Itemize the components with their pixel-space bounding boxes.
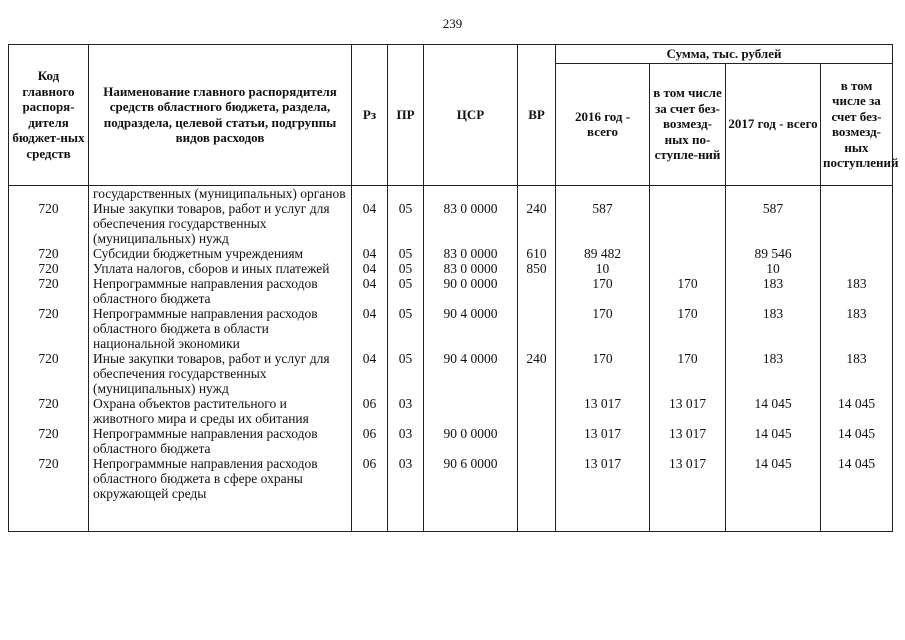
cell-rz: 04 xyxy=(352,246,388,261)
cell-code: 720 xyxy=(9,276,89,306)
table-row xyxy=(9,426,893,456)
spacer-cell xyxy=(518,501,556,532)
cell-2017-gratuitous: 183 xyxy=(821,276,893,306)
cell-2017-total: 183 xyxy=(726,276,821,306)
cell-2016-total: 89 482 xyxy=(556,246,650,261)
cell-2016-gratuitous xyxy=(650,246,726,261)
header-2016-gratuitous: в том числе за счет без-возмезд-ных по-ступле-ний xyxy=(650,63,726,185)
cell-2016-gratuitous: 170 xyxy=(650,306,726,351)
table-row xyxy=(9,246,893,261)
page-number: 239 xyxy=(442,16,463,31)
cell-2017-total: 587 xyxy=(726,201,821,246)
cell-2016-total: 13 017 xyxy=(556,396,650,426)
cell-rz xyxy=(352,185,388,201)
cell-rz: 06 xyxy=(352,456,388,501)
cell-csr xyxy=(424,396,518,426)
cell-pr: 05 xyxy=(388,246,424,261)
cell-vr xyxy=(518,426,556,456)
table-spacer-row xyxy=(9,501,893,532)
header-code: Код главного распоря-дителя бюджет-ных средств xyxy=(9,45,89,186)
cell-vr xyxy=(518,456,556,501)
cell-2016-gratuitous: 170 xyxy=(650,351,726,396)
table-row xyxy=(9,201,893,246)
cell-pr: 05 xyxy=(388,276,424,306)
cell-csr: 90 6 0000 xyxy=(424,456,518,501)
cell-rz: 04 xyxy=(352,276,388,306)
cell-vr: 850 xyxy=(518,261,556,276)
table-row xyxy=(9,261,893,276)
header-2017-total: 2017 год - всего xyxy=(726,63,821,185)
cell-code: 720 xyxy=(9,246,89,261)
cell-2016-gratuitous: 13 017 xyxy=(650,426,726,456)
cell-2017-total xyxy=(726,185,821,201)
cell-2016-total: 170 xyxy=(556,306,650,351)
cell-csr: 90 4 0000 xyxy=(424,351,518,396)
cell-2017-gratuitous: 183 xyxy=(821,306,893,351)
cell-name: Непрограммные направления расходов областного бюджета xyxy=(89,276,352,306)
cell-pr xyxy=(388,185,424,201)
cell-2017-gratuitous: 14 045 xyxy=(821,426,893,456)
cell-2017-total: 183 xyxy=(726,351,821,396)
cell-pr: 05 xyxy=(388,351,424,396)
cell-2017-total: 14 045 xyxy=(726,396,821,426)
cell-code xyxy=(9,185,89,201)
cell-csr: 83 0 0000 xyxy=(424,246,518,261)
table-row xyxy=(9,276,893,306)
cell-code: 720 xyxy=(9,201,89,246)
table-row xyxy=(9,396,893,426)
cell-rz: 04 xyxy=(352,261,388,276)
header-2017-gratuitous: в том числе за счет без-возмезд-ных поступлений xyxy=(821,63,893,185)
cell-vr: 240 xyxy=(518,351,556,396)
cell-rz: 04 xyxy=(352,306,388,351)
table-row xyxy=(9,351,893,396)
cell-vr xyxy=(518,396,556,426)
cell-2017-total: 10 xyxy=(726,261,821,276)
cell-csr: 83 0 0000 xyxy=(424,261,518,276)
cell-2016-gratuitous: 13 017 xyxy=(650,396,726,426)
cell-code: 720 xyxy=(9,396,89,426)
spacer-cell xyxy=(9,501,89,532)
spacer-cell xyxy=(352,501,388,532)
cell-name: Уплата налогов, сборов и иных платежей xyxy=(89,261,352,276)
cell-rz: 04 xyxy=(352,201,388,246)
table-body xyxy=(9,185,893,531)
budget-table xyxy=(8,44,899,532)
cell-vr xyxy=(518,276,556,306)
cell-csr: 83 0 0000 xyxy=(424,201,518,246)
cell-code: 720 xyxy=(9,351,89,396)
spacer-cell xyxy=(821,501,893,532)
header-pr: ПР xyxy=(388,45,424,186)
cell-csr xyxy=(424,185,518,201)
cell-2016-total: 170 xyxy=(556,276,650,306)
header-rz: Рз xyxy=(352,45,388,186)
cell-2017-gratuitous: 14 045 xyxy=(821,456,893,501)
cell-2017-gratuitous xyxy=(821,246,893,261)
cell-2017-total: 183 xyxy=(726,306,821,351)
table-row xyxy=(9,456,893,501)
cell-name: Субсидии бюджетным учреждениям xyxy=(89,246,352,261)
spacer-cell xyxy=(424,501,518,532)
cell-csr: 90 4 0000 xyxy=(424,306,518,351)
cell-2016-total: 13 017 xyxy=(556,456,650,501)
table-row xyxy=(9,306,893,351)
cell-2016-total: 13 017 xyxy=(556,426,650,456)
cell-name: Охрана объектов растительного и животного мира и среды их обитания xyxy=(89,396,352,426)
cell-name: государственных (муниципальных) органов xyxy=(89,185,352,201)
spacer-cell xyxy=(89,501,352,532)
cell-rz: 06 xyxy=(352,426,388,456)
cell-2016-total: 170 xyxy=(556,351,650,396)
cell-2016-gratuitous: 170 xyxy=(650,276,726,306)
cell-code: 720 xyxy=(9,456,89,501)
cell-vr xyxy=(518,306,556,351)
header-name: Наименование главного распорядителя средств областного бюджета, раздела, подраздела, целевой статьи, подгруппы видов расходов xyxy=(89,45,352,186)
cell-name: Непрограммные направления расходов областного бюджета в области национальной экономики xyxy=(89,306,352,351)
cell-2016-total xyxy=(556,185,650,201)
cell-2016-gratuitous xyxy=(650,201,726,246)
spacer-cell xyxy=(726,501,821,532)
cell-2017-total: 89 546 xyxy=(726,246,821,261)
cell-name: Непрограммные направления расходов областного бюджета в сфере охраны окружающей среды xyxy=(89,456,352,501)
cell-2017-gratuitous xyxy=(821,261,893,276)
cell-pr: 05 xyxy=(388,201,424,246)
cell-pr: 05 xyxy=(388,306,424,351)
cell-vr xyxy=(518,185,556,201)
cell-pr: 03 xyxy=(388,426,424,456)
cell-2017-gratuitous xyxy=(821,185,893,201)
cell-2017-gratuitous: 183 xyxy=(821,351,893,396)
spacer-cell xyxy=(556,501,650,532)
cell-code: 720 xyxy=(9,261,89,276)
cell-name: Иные закупки товаров, работ и услуг для обеспечения государственных (муниципальных) нужд xyxy=(89,351,352,396)
cell-2016-total: 10 xyxy=(556,261,650,276)
cell-vr: 610 xyxy=(518,246,556,261)
cell-pr: 05 xyxy=(388,261,424,276)
spacer-cell xyxy=(650,501,726,532)
table-row xyxy=(9,185,893,201)
cell-name: Непрограммные направления расходов областного бюджета xyxy=(89,426,352,456)
cell-pr: 03 xyxy=(388,396,424,426)
header-csr: ЦСР xyxy=(424,45,518,186)
cell-2017-total: 14 045 xyxy=(726,426,821,456)
cell-2017-gratuitous: 14 045 xyxy=(821,396,893,426)
cell-name: Иные закупки товаров, работ и услуг для обеспечения государственных (муниципальных) нужд xyxy=(89,201,352,246)
cell-csr: 90 0 0000 xyxy=(424,426,518,456)
cell-2016-gratuitous xyxy=(650,261,726,276)
cell-vr: 240 xyxy=(518,201,556,246)
header-vr: ВР xyxy=(518,45,556,186)
cell-code: 720 xyxy=(9,426,89,456)
cell-2016-gratuitous: 13 017 xyxy=(650,456,726,501)
cell-csr: 90 0 0000 xyxy=(424,276,518,306)
cell-2017-total: 14 045 xyxy=(726,456,821,501)
header-2016-total: 2016 год - всего xyxy=(556,63,650,185)
cell-pr: 03 xyxy=(388,456,424,501)
cell-2017-gratuitous xyxy=(821,201,893,246)
spacer-cell xyxy=(388,501,424,532)
cell-2016-gratuitous xyxy=(650,185,726,201)
header-sum-group: Сумма, тыс. рублей xyxy=(556,45,893,64)
cell-rz: 06 xyxy=(352,396,388,426)
cell-code: 720 xyxy=(9,306,89,351)
cell-2016-total: 587 xyxy=(556,201,650,246)
cell-rz: 04 xyxy=(352,351,388,396)
